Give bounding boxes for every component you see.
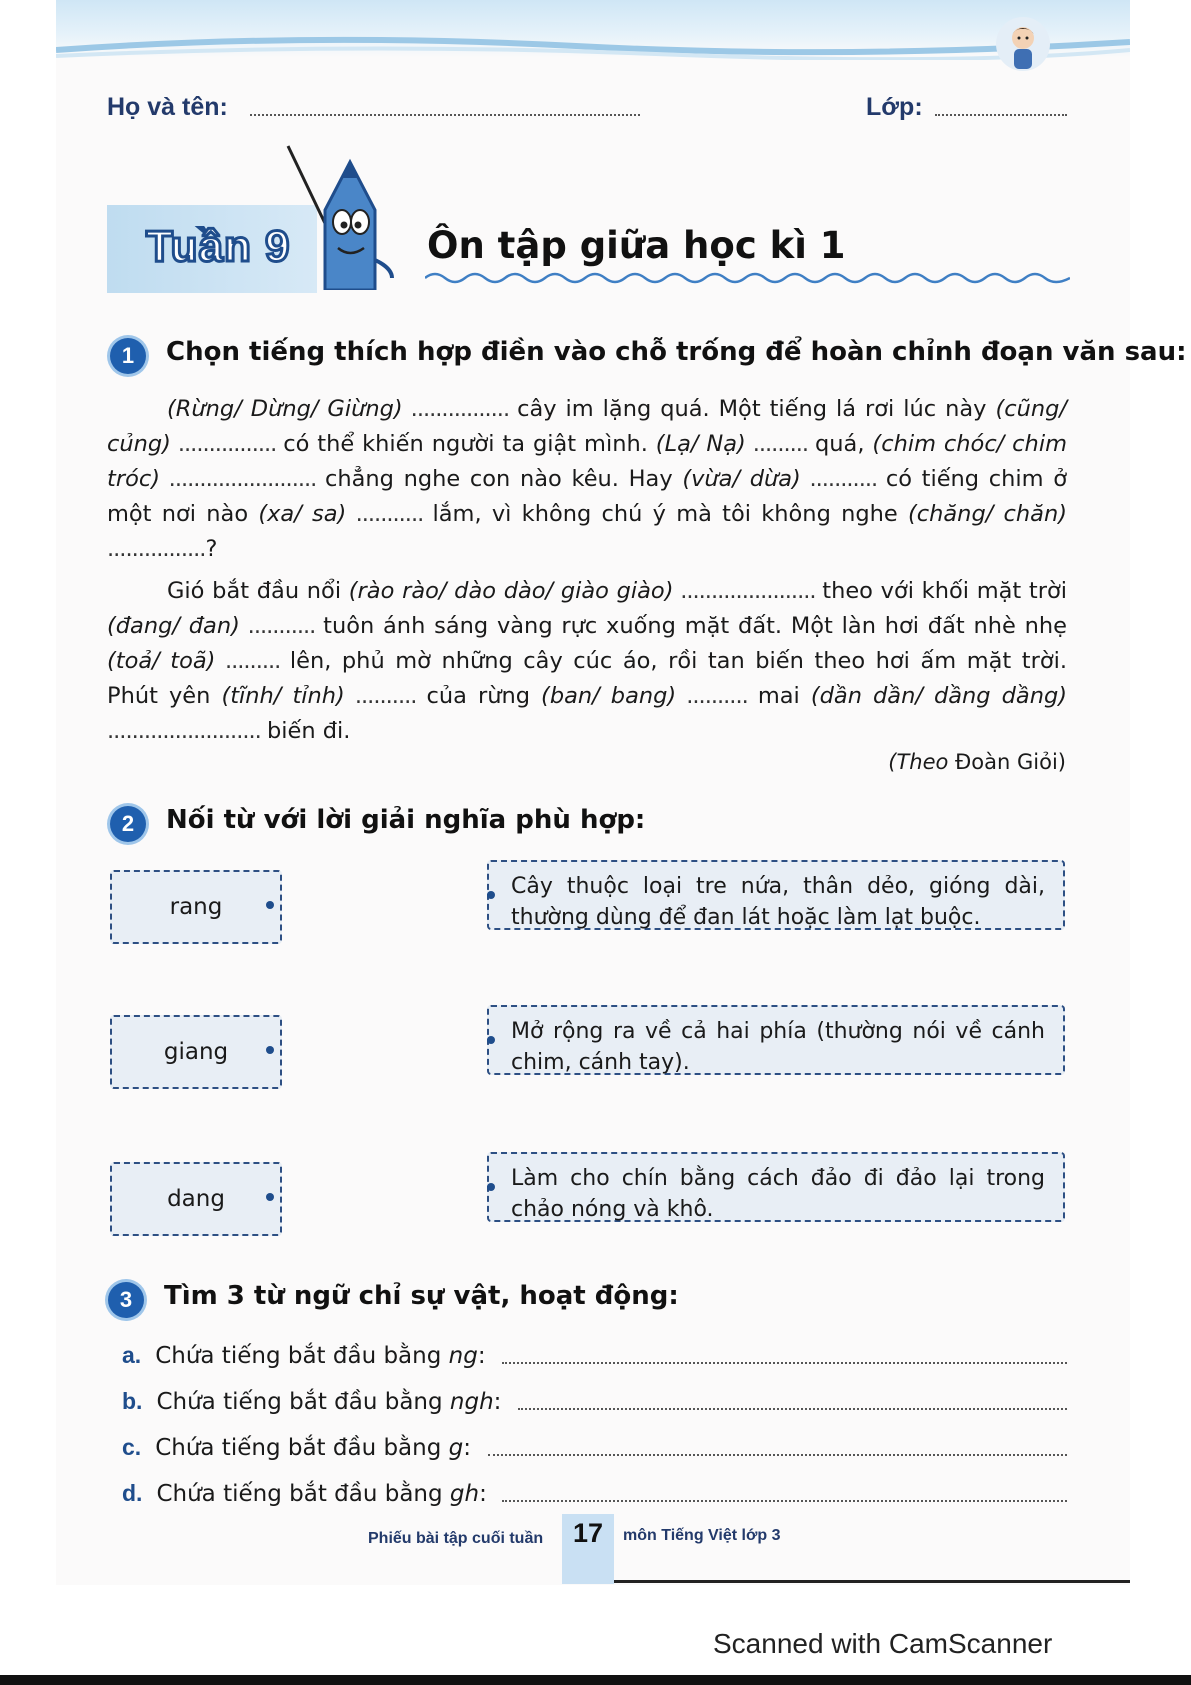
item-letter: d. [122,1480,143,1506]
fill-blank[interactable]: ......... [215,648,290,674]
item-text: Chứa tiếng bắt đầu bằng [156,1481,450,1507]
fill-blank[interactable]: ........... [239,613,324,639]
class-blank[interactable] [935,114,1067,116]
item-text: Chứa tiếng bắt đầu bằng [156,1389,450,1415]
passage-paragraph-2 [107,574,1067,749]
choice-options: (dần dần/ dầng dầng) [810,683,1068,709]
title-underline-wave [425,270,1070,286]
name-blank[interactable] [250,114,640,116]
word-box-giang[interactable]: giang [110,1015,282,1089]
choice-options: (chăng/ chăn) [907,501,1068,527]
scanner-watermark: Scanned with CamScanner [713,1628,1053,1659]
choice-options: (Lạ/ Nạ) [655,431,746,457]
answer-blank-d[interactable] [502,1500,1067,1502]
choice-options: (toả/ toã) [107,648,216,674]
passage-text: chẳng nghe con nào kêu. Hay [324,466,683,492]
passage-text: ? [205,536,218,562]
fill-blank[interactable]: ...................... [673,578,823,604]
choice-options: (tĩnh/ tỉnh) [221,683,345,709]
item-letter: a. [122,1342,142,1368]
passage-text: lắm, vì không chú ý mà tôi không nghe [432,501,908,527]
passage-text: có tiếng chim ở một nơi nào [107,466,1067,527]
item-key: gh [449,1481,480,1507]
fill-blank[interactable]: ................ [107,536,206,562]
choice-options: (ban/ bang) [541,683,677,709]
choice-options: (Rừng/ Dừng/ Giừng) [167,396,403,422]
passage-text: quá, [815,431,873,457]
connect-dot[interactable] [487,1183,495,1191]
item-letter: b. [122,1388,143,1414]
connect-dot[interactable] [266,1193,274,1201]
class-label: Lớp: [866,93,923,121]
fill-blank[interactable]: ......................... [107,718,267,744]
bottom-edge-bar [0,1675,1191,1685]
fill-blank[interactable]: ........... [346,501,433,527]
passage-text: lên, phủ mờ những cây cúc áo, rồi tan biến theo hơi ấm mặt trời. Phút yên [107,648,1067,709]
passage-credit [888,750,1066,774]
section-1-badge: 1 [110,338,146,374]
section-2-title: Nối từ với lời giải nghĩa phù hợp: [166,805,646,835]
item-colon: : [463,1435,471,1461]
definition-box-3[interactable]: Làm cho chín bằng cách đảo đi đảo lại trong chảo nóng và khô. [487,1152,1065,1222]
boy-mascot-icon [995,16,1051,78]
answer-blank-c[interactable] [488,1454,1067,1456]
week-label: Tuần 9 [146,222,291,271]
answer-blank-b[interactable] [518,1408,1067,1410]
choice-options: (rào rào/ dào dào/ giào giào) [348,578,674,604]
choice-options: (đang/ đan) [107,613,240,639]
choice-options: (xa/ sa) [258,501,347,527]
item-colon: : [477,1343,486,1369]
question-item-d [122,1480,487,1507]
footer-rule [614,1580,1130,1583]
fill-blank[interactable]: ........................ [160,466,325,492]
fill-blank[interactable]: .......... [676,683,758,709]
choice-options: (cũng/ củng) [107,396,1067,457]
item-text: Chứa tiếng bắt đầu bằng [155,1435,449,1461]
choice-options: (vừa/ dừa) [682,466,801,492]
passage-text: biến đi. [266,718,351,744]
passage-text: mai [757,683,811,709]
passage-text: tuôn ánh sáng vàng rực xuống mặt đất. Một làn hơi đất nhè nhẹ [323,613,1067,639]
name-label: Họ và tên: [107,93,228,121]
footer-series-label: Phiếu bài tập cuối tuần [368,1530,544,1547]
fill-blank[interactable]: ................ [170,431,284,457]
choice-options: (chim chóc/ chim tróc) [107,431,1067,492]
page-number: 17 [572,1518,604,1548]
passage-text: của rừng [426,683,542,709]
item-key: g [448,1435,464,1461]
question-item-c [122,1434,471,1461]
connect-dot[interactable] [266,1046,274,1054]
fill-blank[interactable]: ................ [402,396,518,422]
pencil-mascot-icon [280,140,410,290]
section-3-title: Tìm 3 từ ngữ chỉ sự vật, hoạt động: [164,1281,679,1311]
section-2-badge: 2 [110,806,146,842]
top-wave-decor [56,30,1130,60]
section-3-badge: 3 [108,1282,144,1318]
credit-prefix: (Theo [888,750,949,774]
passage-text: có thể khiến người ta giật mình. [283,431,656,457]
connect-dot[interactable] [266,901,274,909]
question-item-a [122,1342,486,1369]
passage-text: theo với khối mặt trời [822,578,1068,604]
answer-blank-a[interactable] [502,1362,1067,1364]
passage-text: cây im lặng quá. Một tiếng lá rơi lúc này [517,396,996,422]
item-colon: : [493,1389,502,1415]
item-key: ng [448,1343,478,1369]
passage-paragraph-1 [107,392,1067,567]
question-item-b [122,1388,501,1415]
passage-text: Gió bắt đầu nổi [167,578,349,604]
page-title: Ôn tập giữa học kì 1 [427,224,846,267]
connect-dot[interactable] [487,1036,495,1044]
fill-blank[interactable]: ........... [800,466,886,492]
item-text: Chứa tiếng bắt đầu bằng [155,1343,449,1369]
fill-blank[interactable]: .......... [344,683,427,709]
definition-box-2[interactable]: Mở rộng ra về cả hai phía (thường nói về cánh chim, cánh tay). [487,1005,1065,1075]
section-1-title: Chọn tiếng thích hợp điền vào chỗ trống để hoàn chỉnh đoạn văn sau: [166,337,1187,367]
fill-blank[interactable]: ......... [745,431,816,457]
word-box-rang[interactable]: rang [110,870,282,944]
item-colon: : [479,1481,487,1507]
item-letter: c. [122,1434,142,1460]
connect-dot[interactable] [487,891,495,899]
definition-box-1[interactable]: Cây thuộc loại tre nứa, thân dẻo, gióng dài, thường dùng để đan lát hoặc làm lạt buộc. [487,860,1065,930]
word-box-dang[interactable]: dang [110,1162,282,1236]
credit-author: Đoàn Giỏi) [948,750,1066,774]
item-key: ngh [449,1389,494,1415]
footer-subject-label: môn Tiếng Việt lớp 3 [623,1527,781,1544]
